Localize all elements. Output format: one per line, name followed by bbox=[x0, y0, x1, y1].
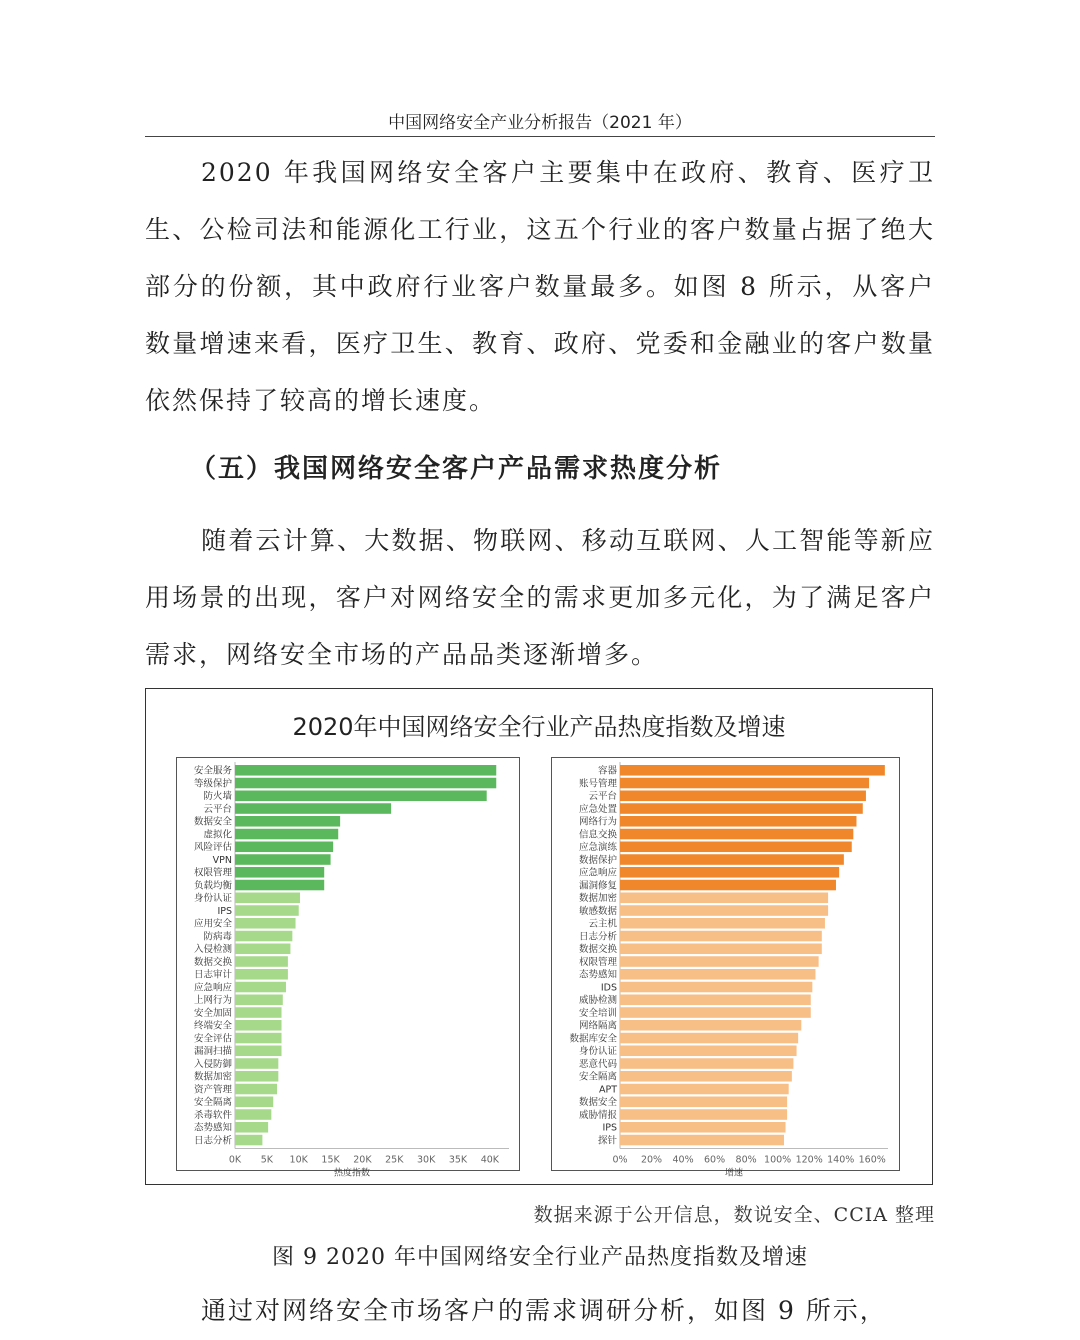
bar bbox=[235, 765, 496, 776]
category-label: 数据加密 bbox=[578, 893, 617, 905]
bar bbox=[235, 893, 300, 904]
category-label: 态势感知 bbox=[578, 969, 617, 981]
x-tick-label: 30K bbox=[416, 1154, 436, 1166]
bar bbox=[620, 816, 856, 827]
x-tick-label: 20% bbox=[640, 1154, 663, 1166]
bar bbox=[235, 1084, 277, 1095]
bar bbox=[620, 1109, 787, 1120]
bar bbox=[235, 854, 331, 865]
paragraph-text: 2020 年我国网络安全客户主要集中在政府、教育、医疗卫生、公检司法和能源化工行业，这五个行业的客户数量占据了绝大部分的份额，其中政府行业客户数量最多。如图 8 所示，从客户数量增速来看，医疗卫生、教育、政府、党委和金融业的客户数量依然保持了较高的增长速度。 bbox=[145, 158, 935, 415]
category-label: IPS bbox=[602, 1122, 617, 1134]
category-label: 虚拟化 bbox=[203, 829, 232, 841]
category-label: 恶意代码 bbox=[578, 1058, 617, 1070]
bar bbox=[620, 829, 853, 840]
category-label: 数据保护 bbox=[578, 854, 617, 866]
growth-rate-chart bbox=[552, 758, 899, 1179]
category-label: 等级保护 bbox=[193, 778, 232, 790]
bar bbox=[620, 1007, 811, 1018]
bar bbox=[235, 1071, 278, 1082]
bar bbox=[235, 842, 333, 853]
category-label: 账号管理 bbox=[578, 778, 617, 790]
category-label: 防病毒 bbox=[203, 931, 232, 943]
category-label: 应急处置 bbox=[578, 803, 617, 815]
paragraph-customer-industries bbox=[145, 144, 935, 429]
category-label: VPN bbox=[212, 854, 232, 866]
paragraph-text: 随着云计算、大数据、物联网、移动互联网、人工智能等新应用场景的出现，客户对网络安全的需求更加多元化，为了满足客户需求，网络安全市场的产品品类逐渐增多。 bbox=[145, 526, 935, 669]
category-label: 网络隔离 bbox=[578, 1020, 617, 1032]
bar bbox=[620, 1020, 801, 1031]
category-label: IDS bbox=[600, 982, 617, 994]
category-label: 入侵检测 bbox=[193, 944, 232, 956]
bar bbox=[235, 1046, 282, 1057]
bar bbox=[620, 791, 866, 802]
category-label: 安全评估 bbox=[193, 1033, 232, 1045]
header-divider bbox=[145, 136, 935, 137]
x-tick-label: 80% bbox=[735, 1154, 757, 1166]
growth-rate-panel bbox=[551, 757, 900, 1179]
figure-title: 2020年中国网络安全行业产品热度指数及增速 bbox=[292, 713, 786, 741]
bar bbox=[620, 918, 825, 929]
category-label: 安全服务 bbox=[193, 765, 232, 777]
category-label: IPS bbox=[217, 905, 232, 917]
category-label: 容器 bbox=[597, 765, 617, 777]
category-label: 身份认证 bbox=[578, 1046, 617, 1058]
bar bbox=[620, 1058, 793, 1069]
bar bbox=[235, 905, 299, 916]
bar bbox=[235, 1135, 262, 1146]
bar bbox=[235, 1097, 273, 1108]
x-tick-label: 140% bbox=[827, 1154, 855, 1166]
category-label: 云平台 bbox=[588, 791, 617, 803]
bar bbox=[235, 956, 288, 967]
category-label: 数据交换 bbox=[578, 944, 617, 956]
category-label: 应用安全 bbox=[193, 918, 232, 930]
paragraph-text: 通过对网络安全市场客户的需求调研分析，如图 9 所示， bbox=[201, 1296, 887, 1325]
x-tick-label: 60% bbox=[704, 1154, 726, 1166]
x-tick-label: 15K bbox=[321, 1154, 340, 1166]
bar bbox=[620, 1084, 789, 1095]
bar bbox=[235, 791, 487, 802]
bar bbox=[620, 982, 812, 993]
category-label: 安全加固 bbox=[193, 1007, 232, 1019]
bar bbox=[235, 816, 340, 827]
category-label: 上网行为 bbox=[193, 995, 232, 1007]
bar bbox=[620, 956, 819, 967]
bar bbox=[620, 854, 844, 865]
bar bbox=[235, 880, 324, 891]
category-label: 应急响应 bbox=[193, 982, 232, 994]
x-tick-label: 100% bbox=[764, 1154, 792, 1166]
category-label: 权限管理 bbox=[578, 956, 617, 968]
data-source-note: 数据来源于公开信息，数说安全、CCIA 整理 bbox=[533, 1204, 935, 1226]
x-tick-label: 35K bbox=[448, 1154, 468, 1166]
bar bbox=[620, 765, 885, 776]
category-label: 负载均衡 bbox=[193, 880, 232, 892]
category-label: 数据加密 bbox=[193, 1071, 232, 1083]
bar bbox=[235, 1109, 271, 1120]
bar bbox=[620, 893, 828, 904]
figure-caption: 图 9 2020 年中国网络安全行业产品热度指数及增速 bbox=[272, 1245, 808, 1270]
category-label: 应急响应 bbox=[578, 867, 617, 879]
category-label: 探针 bbox=[597, 1135, 617, 1147]
category-label: 威胁情报 bbox=[578, 1109, 617, 1121]
bar bbox=[235, 944, 290, 955]
x-tick-label: 160% bbox=[858, 1154, 886, 1166]
category-label: 网络行为 bbox=[578, 816, 617, 828]
x-tick-label: 5K bbox=[260, 1154, 274, 1166]
paragraph-product-demand bbox=[145, 512, 935, 683]
category-label: 入侵防御 bbox=[193, 1058, 232, 1070]
bar bbox=[235, 1122, 268, 1133]
bar bbox=[235, 1058, 278, 1069]
bar bbox=[235, 931, 292, 942]
category-label: 漏洞修复 bbox=[578, 880, 617, 892]
category-label: 数据交换 bbox=[193, 956, 232, 968]
bar bbox=[235, 1033, 282, 1044]
category-label: 威胁检测 bbox=[578, 995, 617, 1007]
category-label: 杀毒软件 bbox=[193, 1109, 232, 1121]
bar bbox=[235, 918, 296, 929]
category-label: 信息交换 bbox=[578, 829, 617, 841]
bar bbox=[235, 1007, 282, 1018]
bar bbox=[235, 995, 283, 1006]
x-tick-label: 20K bbox=[353, 1154, 372, 1166]
bar bbox=[620, 867, 839, 878]
bar bbox=[620, 931, 822, 942]
bar bbox=[620, 944, 822, 955]
bar bbox=[620, 880, 836, 891]
bar bbox=[235, 829, 338, 840]
category-label: 日志审计 bbox=[193, 969, 232, 981]
bar bbox=[620, 842, 852, 853]
figure-9 bbox=[145, 688, 933, 1185]
x-axis-title: 增速 bbox=[724, 1168, 744, 1179]
category-label: 云主机 bbox=[588, 918, 617, 930]
bar bbox=[235, 778, 496, 789]
category-label: APT bbox=[598, 1084, 617, 1096]
x-tick-label: 0K bbox=[228, 1154, 242, 1166]
page-header: 中国网络安全产业分析报告（2021 年） bbox=[388, 113, 692, 133]
category-label: 安全隔离 bbox=[578, 1071, 617, 1083]
bar bbox=[620, 1135, 784, 1146]
bar bbox=[620, 1097, 787, 1108]
bar bbox=[235, 803, 391, 814]
x-tick-label: 120% bbox=[795, 1154, 823, 1166]
x-tick-label: 40K bbox=[480, 1154, 500, 1166]
category-label: 日志分析 bbox=[578, 931, 617, 943]
bar bbox=[620, 778, 869, 789]
category-label: 风险评估 bbox=[193, 842, 232, 854]
x-tick-label: 40% bbox=[672, 1154, 694, 1166]
heat-index-panel bbox=[176, 757, 520, 1179]
bar bbox=[620, 969, 815, 980]
category-label: 资产管理 bbox=[193, 1084, 232, 1096]
bar bbox=[620, 905, 828, 916]
section-heading: （五）我国网络安全客户产品需求热度分析 bbox=[190, 454, 723, 484]
category-label: 敏感数据 bbox=[578, 905, 617, 917]
category-label: 安全培训 bbox=[578, 1007, 617, 1019]
category-label: 安全隔离 bbox=[193, 1097, 232, 1109]
category-label: 数据安全 bbox=[193, 816, 232, 828]
bar bbox=[235, 1020, 282, 1031]
bar bbox=[620, 995, 811, 1006]
category-label: 防火墙 bbox=[203, 791, 232, 803]
bar bbox=[235, 867, 324, 878]
category-label: 身份认证 bbox=[193, 893, 232, 905]
category-label: 应急演练 bbox=[578, 842, 617, 854]
bar bbox=[235, 982, 286, 993]
x-tick-label: 10K bbox=[289, 1154, 308, 1166]
heat-index-chart bbox=[177, 758, 519, 1179]
x-tick-label: 0% bbox=[612, 1154, 628, 1166]
bar bbox=[620, 1071, 792, 1082]
paragraph-survey bbox=[145, 1282, 935, 1339]
category-label: 权限管理 bbox=[193, 867, 232, 879]
bar bbox=[620, 1122, 786, 1133]
bar bbox=[620, 1046, 797, 1057]
category-label: 云平台 bbox=[203, 803, 232, 815]
category-label: 终端安全 bbox=[193, 1020, 232, 1032]
category-label: 数据库安全 bbox=[569, 1033, 617, 1045]
category-label: 日志分析 bbox=[193, 1135, 232, 1147]
category-label: 态势感知 bbox=[193, 1122, 232, 1134]
bar bbox=[620, 803, 863, 814]
x-axis-title: 热度指数 bbox=[333, 1168, 371, 1179]
bar bbox=[620, 1033, 798, 1044]
category-label: 漏洞扫描 bbox=[193, 1046, 232, 1058]
x-tick-label: 25K bbox=[385, 1154, 404, 1166]
category-label: 数据安全 bbox=[578, 1097, 617, 1109]
bar bbox=[235, 969, 288, 980]
